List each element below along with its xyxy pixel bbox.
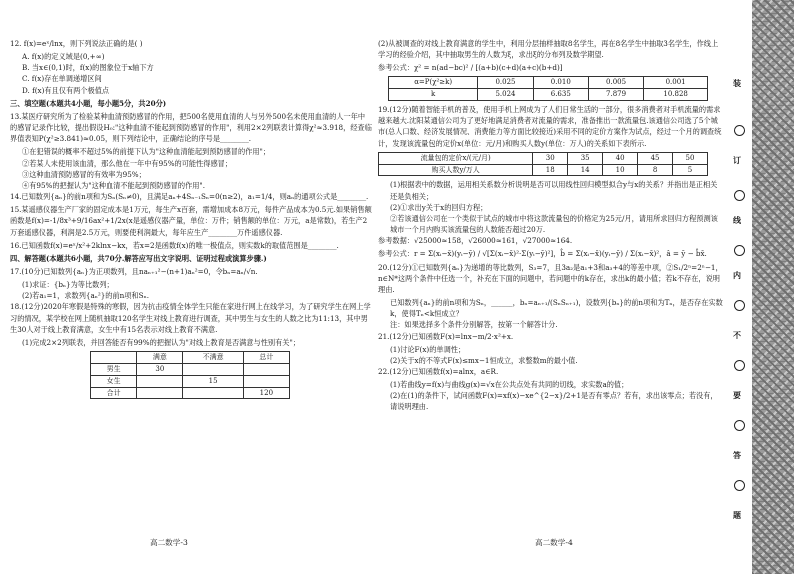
- table-cell: 8: [638, 164, 673, 176]
- q13-statement-4: ④有95%的把握认为"这种血清不能起到预防感冒的作用".: [22, 180, 205, 190]
- q21-part-2: (2)关于x的不等式F(x)≤mx−1恒成立，求整数m的最小值.: [390, 355, 578, 365]
- question-20: 20.(12分)①已知数列{aₙ}为递增的等比数列，S₃=7，且3a₂是a₁+3和a₃+4的等差中项，②S₁/2ⁿ=2ⁿ−1，n∈N*这两个条件中任选一个，补充在下面的问题中，若问题中的k存在，求出k的最小值；若k不存在，说明理由.: [378, 262, 723, 294]
- table-cell: k: [389, 89, 478, 101]
- table-cell: 女生: [91, 375, 137, 387]
- q13-statement-2: ②若某人未使用该血清，那么他在一年中有95%的可能性得感冒；: [22, 158, 233, 168]
- q19-part-2: (2)①求出y关于x的回归方程；: [390, 202, 488, 212]
- left-column: [10, 38, 372, 402]
- table-cell: 10: [603, 164, 638, 176]
- q19-part-1: (1)根据表中的数据，运用相关系数分析说明是否可以用线性回归模型拟合y与x的关系？并指出是正相关还是负相关；: [390, 180, 718, 201]
- binding-char: 答: [733, 450, 741, 460]
- question-17: 17.(10分)已知数列{aₙ}为正项数列，且naₙ₊₁²−(n+1)aₙ²=0，令bₙ=aₙ/√n.: [10, 266, 258, 276]
- table-cell: 30: [533, 152, 568, 164]
- q12-option-a: A. f(x)的定义域是(0,+∞): [22, 52, 105, 62]
- binding-char: 线: [733, 215, 741, 225]
- binding-char: 要: [733, 390, 741, 400]
- table-cell: 0.010: [533, 77, 588, 89]
- q18-part-1: (1)完成2×2列联表，并回答能否有99%的把握认为"对线上教育是否满意与性别有关"；: [22, 337, 300, 347]
- q21-part-1: (1)讨论F(x)的单调性；: [390, 344, 466, 354]
- q13-statement-3: ③这种血清预防感冒的有效率为95%；: [22, 169, 146, 179]
- q20-body: 已知数列{aₙ}的前n项和为Sₙ，______，bₙ=aₙ₊₁/(SₙSₙ₊₁)，设数列{bₙ}的前n项和为Tₙ，是否存在实数k，使得Tₙ<k恒成立？: [390, 298, 723, 319]
- q17-part-1: (1)求证：{bₙ}为等比数列；: [22, 280, 114, 290]
- q20-note: 注：如果选择多个条件分别解答，按第一个解答计分.: [390, 320, 558, 330]
- binding-char: 题: [733, 510, 741, 520]
- price-buyers-table: [378, 152, 708, 177]
- table-header-cell: [91, 352, 137, 364]
- table-cell: 15: [183, 375, 243, 387]
- table-row: [379, 152, 708, 164]
- table-cell: 18: [533, 164, 568, 176]
- binding-hole-icon: [734, 480, 745, 491]
- binding-char: 装: [733, 78, 741, 88]
- table-cell: 5.024: [478, 89, 533, 101]
- question-16: 16.已知函数f(x)=eˣ/x²+2klnx−kx，若x=2是函数f(x)的唯一极值点，则实数k的取值范围是________.: [10, 240, 339, 250]
- binding-hole-icon: [734, 190, 745, 201]
- contingency-table: [90, 351, 290, 399]
- binding-char: 订: [733, 155, 741, 165]
- table-cell: 0.025: [478, 77, 533, 89]
- table-cell: 120: [243, 387, 289, 399]
- binding-char: 不: [733, 330, 741, 340]
- table-cell: 50: [673, 152, 708, 164]
- table-row: [91, 375, 290, 387]
- q12-option-b: B. 当x∈(0,1)时，f(x)的图象位于x轴下方: [22, 63, 154, 73]
- question-22: 22.(12分)已知函数f(x)=alnx，a∈R.: [378, 366, 499, 376]
- binding-hole-icon: [734, 125, 745, 136]
- reference-formula-regression: 参考公式：r = Σ(xᵢ−x̄)(yᵢ−ȳ) / √[Σ(xᵢ−x̄)²·Σ(yᵢ−ȳ)²]，b̂ = Σ(xᵢ−x̄)(yᵢ−ȳ) / Σ(xᵢ−x̄)²，â = ȳ − b̂x̄.: [378, 249, 707, 259]
- table-header-cell: 总计: [243, 352, 289, 364]
- q18-part-2: (2)从被调查的对线上教育满意的学生中，利用分层抽样抽取8名学生，再在8名学生中抽取3名学生，作线上学习的经验介绍，其中抽取男生的人数为ξ，求出ξ的分布列及数学期望.: [378, 39, 719, 60]
- table-row: [389, 77, 708, 89]
- table-cell: 0.005: [588, 77, 643, 89]
- table-cell: [137, 375, 183, 387]
- question-14: 14.已知数列{aₙ}的前n项和为Sₙ(Sₙ≠0)，且满足aₙ+4Sₙ₋₁Sₙ=0(n≥2)，a₁=1/4，则aₙ的通项公式是________.: [10, 192, 369, 202]
- question-18: 18.(12分)2020年寒假是特殊的寒假，因为抗击疫情全体学生只能在家进行网上在线学习，为了研究学生在网上学习的情况，某学校在网上随机抽取120名学生对线上教育进行调查，其中男生与女生的人数之比为11:13，其中男生30人对于线上教育满意，女生中有15名表示对线上教育不满意.: [10, 302, 371, 334]
- table-cell: 14: [568, 164, 603, 176]
- table-cell: 流量包的定价x/(元/月): [379, 152, 533, 164]
- table-row: [91, 363, 290, 375]
- section-3-heading: 三、填空题(本题共4小题，每小题5分，共20分): [10, 98, 167, 108]
- table-cell: [243, 375, 289, 387]
- section-4-heading: 四、解答题(本题共6小题，共70分.解答应写出文字说明、证明过程或演算步骤.): [10, 253, 267, 263]
- binding-hole-icon: [734, 245, 745, 256]
- table-cell: 40: [603, 152, 638, 164]
- table-cell: 合计: [91, 387, 137, 399]
- binding-char: 内: [733, 270, 741, 280]
- question-19: 19.(12分)随着智能手机的普及，使用手机上网成为了人们日常生活的一部分，很多消费者对手机流量的需求越来越大.沈阳某通信公司为了更好地满足消费者对流量的需求，准备推出一款流量包.该通信公司选了5个城市(总人口数、经济发展情况、消费能力等方面比较接近)采用不同的定价方案作为试点，经过一个月的调查统计，发现该流量包的定价x(单位：元/月)和购买人数y(单位：万人)的关系如下表所示.: [378, 105, 722, 148]
- table-cell: 男生: [91, 363, 137, 375]
- table-cell: [137, 387, 183, 399]
- question-13: 13.某医疗研究所为了检验某种血清预防感冒的作用，把500名使用血清的人与另外500名未使用血清的人一年中的感冒记录作比较，提出假设H₀:"这种血清不能起到预防感冒的作用"，利用2×2列联表计算得χ²≈3.918，经查临界值表知P(χ²≥3.841)≈0.05，则下列结论中，正确结论的序号是________.: [10, 111, 372, 144]
- critical-value-table: [388, 76, 708, 101]
- binding-hole-icon: [734, 300, 745, 311]
- scan-edge-texture: [752, 0, 794, 574]
- q19-part-2b: ②若该通信公司在一个类似于试点的城市中将这款流量包的价格定为25元/月，请用所求回归方程预测该城市一个月内购买该流量包的人数能否超过20万.: [390, 213, 718, 235]
- table-cell: [183, 387, 243, 399]
- q12-option-c: C. f(x)存在单调递增区间: [22, 74, 102, 84]
- table-cell: [183, 363, 243, 375]
- question-12: 12. f(x)=eˣ/lnx，则下列说法正确的是( ): [10, 39, 143, 48]
- page-footer-right: 高二数学-4: [535, 538, 573, 547]
- binding-line-strip: [728, 0, 752, 574]
- table-cell: α=P(χ²≥k): [389, 77, 478, 89]
- table-row: [389, 89, 708, 101]
- table-cell: 5: [673, 164, 708, 176]
- page-footer-left: 高二数学-3: [150, 538, 188, 547]
- right-column: [378, 38, 724, 413]
- q22-part-2: (2)在(1)的条件下，试问函数F(x)=xf(x)−xe^{2−x}/2+1是否有零点？若有，求出该零点；若没有，请说明理由.: [390, 391, 718, 412]
- table-cell: 45: [638, 152, 673, 164]
- table-cell: 10.828: [644, 89, 708, 101]
- q17-part-2: (2)若a₁=1，求数列{aₙ²}的前n项和Sₙ.: [22, 291, 150, 301]
- binding-hole-icon: [734, 420, 745, 431]
- reference-formula-chi2: 参考公式：χ² = n(ad−bc)² / [(a+b)(c+d)(a+c)(b+d)]: [378, 63, 563, 73]
- table-cell: 0.001: [644, 77, 708, 89]
- question-21: 21.(12分)已知函数F(x)=lnx−m/2·x²+x.: [378, 331, 514, 341]
- table-cell: 35: [568, 152, 603, 164]
- question-15: 15.某遥感仪器生产厂家的固定成本是1万元，每生产x百套，需增加成本8万元，每件产品成本为0.5元.如果销售额函数是f(x)=-1/8x³+9/16ax²+1/2x(x是遥感仪器产量，单位：万件；销售额的单位：万元，a是常数)，若生产2万套遥感仪器，利润是2.5万元，则要使利润最大，每年应生产________万件遥感仪器.: [10, 205, 372, 237]
- reference-data: 参考数据：√25000≈158，√26000≈161，√27000≈164.: [378, 236, 573, 246]
- q22-part-1: (1)若曲线y=f(x)与曲线g(x)=√x在公共点处有共同的切线，求实数a的值；: [390, 380, 629, 390]
- table-row: [379, 164, 708, 176]
- q12-option-d: D. f(x)有且仅有两个极值点: [22, 85, 110, 95]
- table-cell: 6.635: [533, 89, 588, 101]
- binding-hole-icon: [734, 360, 745, 371]
- table-cell: [243, 363, 289, 375]
- table-row: [91, 387, 290, 399]
- table-header-row: [91, 352, 290, 364]
- table-cell: 购买人数y/万人: [379, 164, 533, 176]
- table-cell: 30: [137, 363, 183, 375]
- table-header-cell: 不满意: [183, 352, 243, 364]
- table-cell: 7.879: [588, 89, 643, 101]
- q13-statement-1: ①在犯错误的概率不超过5%的前提下认为"这种血清能起到预防感冒的作用"；: [22, 147, 271, 157]
- table-header-cell: 满意: [137, 352, 183, 364]
